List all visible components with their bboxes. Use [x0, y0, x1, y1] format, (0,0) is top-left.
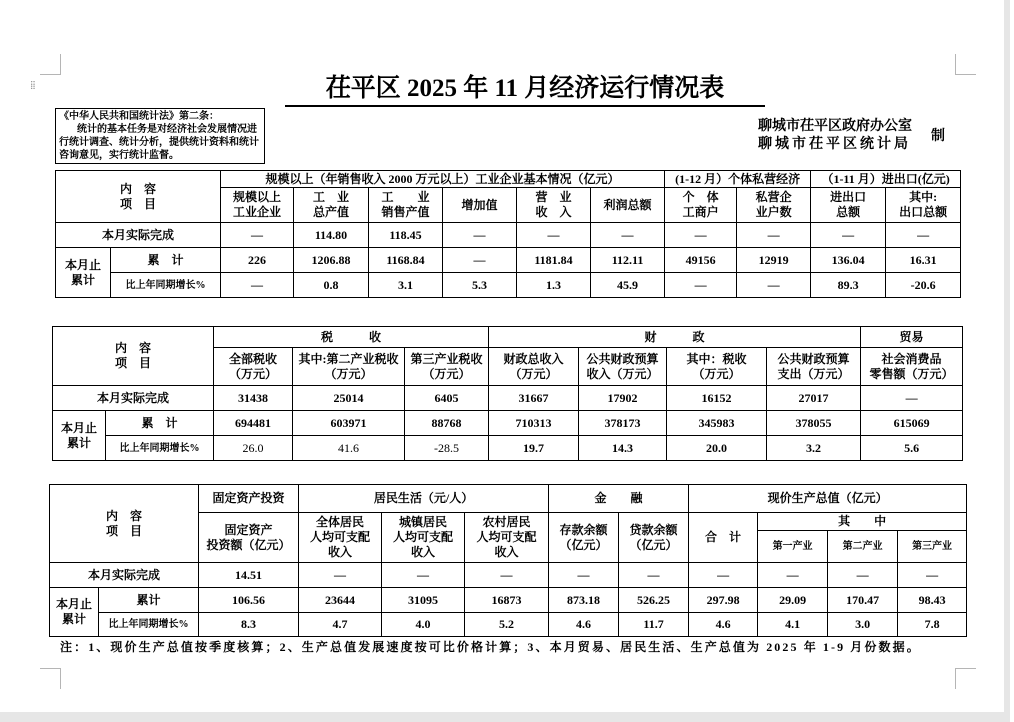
table-cell: — — [221, 223, 294, 248]
table-cell: 5.6 — [861, 436, 963, 461]
table-cell: 106.56 — [199, 588, 299, 613]
table-cell: 112.11 — [591, 248, 665, 273]
column-header: 营 业 收 入 — [517, 188, 591, 223]
row-label: 本月实际完成 — [50, 563, 199, 588]
page-title: 茌平区 2025 年 11 月经济运行情况表 — [285, 74, 765, 107]
table-cell: 5.2 — [465, 613, 549, 637]
table-cell: — — [689, 563, 758, 588]
margin-mark — [955, 54, 976, 75]
column-header: 现价生产总值（亿元） — [689, 485, 967, 513]
row-group-label: 本月止 累计 — [50, 588, 99, 637]
table-cell: 6405 — [405, 386, 489, 411]
column-header: 其 中 — [758, 513, 967, 531]
table-cell: 4.1 — [758, 613, 828, 637]
column-header: 规模以上 工业企业 — [221, 188, 294, 223]
table-cell: 226 — [221, 248, 294, 273]
table-cell: -20.6 — [886, 273, 961, 298]
column-header: 公共财政预算 支出（万元） — [767, 348, 861, 386]
table-cell: — — [619, 563, 689, 588]
row-group-label: 本月止 累计 — [56, 248, 111, 298]
row-label: 累 计 — [111, 248, 221, 273]
table-cell: 29.09 — [758, 588, 828, 613]
table-cell: 16152 — [667, 386, 767, 411]
column-header: 存款余额 （亿元） — [549, 513, 619, 563]
table-cell: — — [591, 223, 665, 248]
column-header: 全体居民 人均可支配 收入 — [299, 513, 382, 563]
column-header: 第一产业 — [758, 531, 828, 563]
row-label: 比上年同期增长% — [106, 436, 214, 461]
table-cell: — — [549, 563, 619, 588]
column-header: 财 政 — [489, 327, 861, 348]
column-header: 个 体 工商户 — [665, 188, 737, 223]
table-cell: 45.9 — [591, 273, 665, 298]
table-cell: 88768 — [405, 411, 489, 436]
table-cell: — — [443, 248, 517, 273]
column-header: 社会消费品 零售额（万元） — [861, 348, 963, 386]
table-cell: 23644 — [299, 588, 382, 613]
table-cell: 0.8 — [294, 273, 369, 298]
table-cell: -28.5 — [405, 436, 489, 461]
tax-finance-table — [52, 326, 963, 461]
column-header: 其中: 出口总额 — [886, 188, 961, 223]
table-cell: 1181.84 — [517, 248, 591, 273]
table-cell: 19.7 — [489, 436, 579, 461]
table-cell: 873.18 — [549, 588, 619, 613]
column-header: 工 业 总产值 — [294, 188, 369, 223]
table-cell: 615069 — [861, 411, 963, 436]
column-header: 进出口 总额 — [811, 188, 886, 223]
drag-handle-icon[interactable]: ⁞⁞ — [30, 78, 35, 92]
table-row — [56, 248, 961, 273]
table-cell: 694481 — [214, 411, 293, 436]
table-cell: 136.04 — [811, 248, 886, 273]
table-cell: 12919 — [737, 248, 811, 273]
table-cell: 16.31 — [886, 248, 961, 273]
margin-mark — [955, 668, 976, 689]
row-label: 比上年同期增长% — [99, 613, 199, 637]
law-heading: 《中华人民共和国统计法》第二条： — [59, 111, 219, 122]
table-cell: 26.0 — [214, 436, 293, 461]
investment-gdp-table — [49, 484, 967, 637]
table-cell: — — [443, 223, 517, 248]
org-suffix: 制 — [931, 129, 945, 144]
table-cell: — — [861, 386, 963, 411]
table-cell: — — [886, 223, 961, 248]
column-header: 内 容 项 目 — [53, 327, 214, 386]
table-cell: 378173 — [579, 411, 667, 436]
table-cell: 7.8 — [898, 613, 967, 637]
table-cell: 17902 — [579, 386, 667, 411]
column-header: 金 融 — [549, 485, 689, 513]
column-header: 规模以上（年销售收入 2000 万元以上）工业企业基本情况（亿元） — [221, 171, 665, 188]
column-header: 其中:第二产业税收 （万元） — [293, 348, 405, 386]
column-header: 贸易 — [861, 327, 963, 348]
column-header: 第二产业 — [828, 531, 898, 563]
table-cell: 25014 — [293, 386, 405, 411]
column-header: 居民生活（元/人） — [299, 485, 549, 513]
column-header: 财政总收入 （万元） — [489, 348, 579, 386]
row-label: 本月实际完成 — [56, 223, 221, 248]
table-cell: — — [898, 563, 967, 588]
column-header: 其中：税收 （万元） — [667, 348, 767, 386]
table-cell: — — [737, 273, 811, 298]
header-row — [56, 171, 961, 188]
footnote: 注：1、现价生产总值按季度核算；2、生产总值发展速度按可比价格计算；3、本月贸易、居民生活、生产总值为 2025 年 1-9 月份数据。 — [60, 640, 921, 654]
org-line-1: 聊城市茌平区政府办公室 — [758, 119, 912, 134]
row-group-label: 本月止 累计 — [53, 411, 106, 461]
table-cell: 31667 — [489, 386, 579, 411]
table-cell: 14.3 — [579, 436, 667, 461]
table-cell: 1206.88 — [294, 248, 369, 273]
table-cell: 118.45 — [369, 223, 443, 248]
table-cell: 20.0 — [667, 436, 767, 461]
industry-table — [55, 170, 961, 298]
column-header: 私营企 业户数 — [737, 188, 811, 223]
table-cell: — — [221, 273, 294, 298]
issuing-organization — [758, 118, 912, 154]
table-cell: 5.3 — [443, 273, 517, 298]
table-cell: 3.2 — [767, 436, 861, 461]
table-row — [53, 386, 963, 411]
table-cell: — — [737, 223, 811, 248]
table-cell: 14.51 — [199, 563, 299, 588]
column-header: 增加值 — [443, 188, 517, 223]
table-cell: 49156 — [665, 248, 737, 273]
table-cell: 1168.84 — [369, 248, 443, 273]
column-header: 合 计 — [689, 513, 758, 563]
column-header: 第三产业税收 （万元） — [405, 348, 489, 386]
column-header: 固定资产 投资额（亿元） — [199, 513, 299, 563]
row-label: 累 计 — [106, 411, 214, 436]
column-header: 工 业 销售产值 — [369, 188, 443, 223]
table-cell: 98.43 — [898, 588, 967, 613]
table-cell: 89.3 — [811, 273, 886, 298]
org-line-2: 聊城市茌平区统计局 — [758, 137, 911, 152]
table-cell: 114.80 — [294, 223, 369, 248]
table-cell: — — [299, 563, 382, 588]
table-row — [50, 588, 967, 613]
table-cell: 710313 — [489, 411, 579, 436]
table-row — [53, 436, 963, 461]
margin-mark — [40, 668, 61, 689]
table-cell: 16873 — [465, 588, 549, 613]
table-cell: — — [828, 563, 898, 588]
table-cell: 27017 — [767, 386, 861, 411]
row-label: 累计 — [99, 588, 199, 613]
table-cell: 603971 — [293, 411, 405, 436]
column-header: 内 容 项 目 — [56, 171, 221, 223]
table-cell: 41.6 — [293, 436, 405, 461]
table-cell: — — [811, 223, 886, 248]
column-header: 税 收 — [214, 327, 489, 348]
statistics-law-box — [55, 108, 265, 164]
table-cell: 4.6 — [689, 613, 758, 637]
table-cell: 8.3 — [199, 613, 299, 637]
row-label: 比上年同期增长% — [111, 273, 221, 298]
table-cell: — — [382, 563, 465, 588]
table-cell: — — [758, 563, 828, 588]
table-cell: 297.98 — [689, 588, 758, 613]
column-header: 公共财政预算 收入（万元） — [579, 348, 667, 386]
table-cell: 31438 — [214, 386, 293, 411]
table-cell: 170.47 — [828, 588, 898, 613]
row-label: 本月实际完成 — [53, 386, 214, 411]
table-row — [53, 411, 963, 436]
table-row — [50, 613, 967, 637]
column-header: 内 容 项 目 — [50, 485, 199, 563]
table-cell: 31095 — [382, 588, 465, 613]
table-cell: 4.0 — [382, 613, 465, 637]
table-row — [56, 223, 961, 248]
column-header: 利润总额 — [591, 188, 665, 223]
law-body: 统计的基本任务是对经济社会发展情况进行统计调查、统计分析，提供统计资料和统计咨询意见，实行统计监督。 — [59, 124, 259, 161]
header-row — [53, 327, 963, 348]
table-row — [50, 563, 967, 588]
column-header: 固定资产投资 — [199, 485, 299, 513]
column-header: (1-12 月）个体私营经济 — [665, 171, 811, 188]
column-header: （1-11 月）进出口(亿元) — [811, 171, 961, 188]
header-row — [50, 485, 967, 513]
column-header: 贷款余额 （亿元） — [619, 513, 689, 563]
table-cell: 4.7 — [299, 613, 382, 637]
table-cell: 3.1 — [369, 273, 443, 298]
margin-mark — [40, 54, 61, 75]
column-header: 农村居民 人均可支配 收入 — [465, 513, 549, 563]
table-cell: 526.25 — [619, 588, 689, 613]
table-cell: 1.3 — [517, 273, 591, 298]
table-cell: — — [665, 223, 737, 248]
column-header: 第三产业 — [898, 531, 967, 563]
table-cell: 4.6 — [549, 613, 619, 637]
table-cell: 3.0 — [828, 613, 898, 637]
table-cell: 345983 — [667, 411, 767, 436]
table-cell: 378055 — [767, 411, 861, 436]
table-cell: — — [465, 563, 549, 588]
table-cell: — — [665, 273, 737, 298]
table-cell: 11.7 — [619, 613, 689, 637]
table-cell: — — [517, 223, 591, 248]
column-header: 城镇居民 人均可支配 收入 — [382, 513, 465, 563]
column-header: 全部税收 （万元） — [214, 348, 293, 386]
table-row — [56, 273, 961, 298]
